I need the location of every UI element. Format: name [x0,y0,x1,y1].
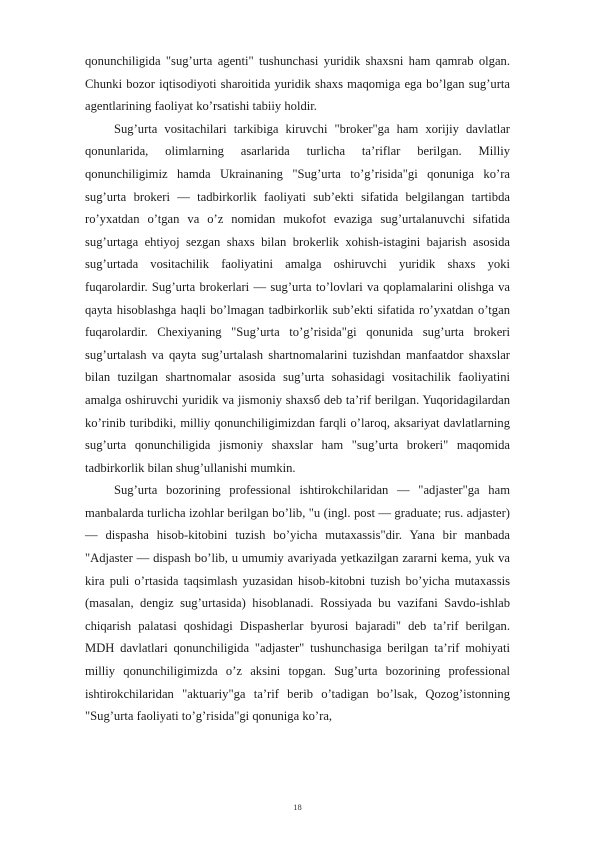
paragraph-2: Sug’urta vositachilari tarkibiga kiruvchi "broker"ga ham xorijiy davlatlar qonunlarida, olimlarning asarlarida turlicha ta’riflar berilgan. Milliy qonunchiligimiz hamda Ukrainaning "Sug’urta to’g’risida"gi qonuniga ko’ra sug’urta brokeri — tadbirkorlik faoliyati sub’ekti sifatida belgilangan tartibda ro’yxatdan o’tgan va o’z nomidan mukofot evaziga sug’urtalanuvchi sifatida sug’urtaga ehtiyoj sezgan shaxs bilan brokerlik xohish-istagini bajarish asosida sug’urtada vositachilik faoliyatini amalga oshiruvchi yuridik shaxs yoki fuqarolardir. Sug’urta brokerlari — sug’urta to’lovlari va qoplamalarini olishga va qayta hisoblashga haqli bo’lmagan tadbirkorlik sub’ekti sifatida ro’yxatdan o’tgan fuqarolardir. Chexiyaning "Sug’urta to’g’risida"gi qonunida sug’urta brokeri sug’urtalash va qayta sug’urtalash shartnomalarini tuzishdan manfaatdor shaxslar bilan tuzilgan shartnomalar asosida sug’urta sohasidagi vositachilik faoliyatini amalga oshiruvchi yuridik va jismoniy shaxsб deb ta’rif berilgan. Yuqoridagilardan ko’rinib turibdiki, milliy qonunchiligimizdan farqli o’laroq, aksariyat davlatlarning sug’urta qonunchiligida jismoniy shaxslar ham "sug’urta brokeri" maqomida tadbirkorlik bilan shug’ullanishi mumkin. [85,121,510,475]
paragraph-3: Sug’urta bozorining professional ishtirokchilaridan — "adjaster"ga ham manbalarda turlicha izohlar berilgan bo’lib, "u (ingl. post — graduate; rus. adjaster) — dispasha hisob-kitobini tuzish bo’yicha mutaxassis"dir. Yana bir manbada "Adjaster — dispash bo’lib, u umumiy avariyada yetkazilgan zararni kema, yuk va kira puli o’rtasida taqsimlash yuzasidan hisob-kitobni tuzish bo’yicha mutaxassis (masalan, dengiz sug’urtasida) hisoblanadi. Rossiyada bu vazifani Savdo-ishlab chiqarish palatasi qoshidagi Dispasherlar byurosi bajaradi" deb ta’rif berilgan. MDH davlatlari qonunchiligida "adjaster" tushunchasiga berilgan ta’rif mohiyati milliy qonunchiligimizda o’z aksini topgan. Sug’urta bozorining professional ishtirokchilaridan "aktuariy"ga ta’rif berib o’tadigan bo’lsak, Qozog’istonning "Sug’urta faoliyati to’g’risida"gi qonuniga ko’ra, [85,483,510,724]
paragraph-1: qonunchiligida "sug’urta agenti" tushunchasi yuridik shaxsni ham qamrab olgan. Chunki bozor iqtisodiyoti sharoitida yuridik shaxs maqomiga ega bo’lgan sug’urta agentlarining faoliyat ko’rsatishi tabiiy holdir. [85,54,510,114]
page-number: 18 [293,802,302,812]
document-page [85,50,510,728]
